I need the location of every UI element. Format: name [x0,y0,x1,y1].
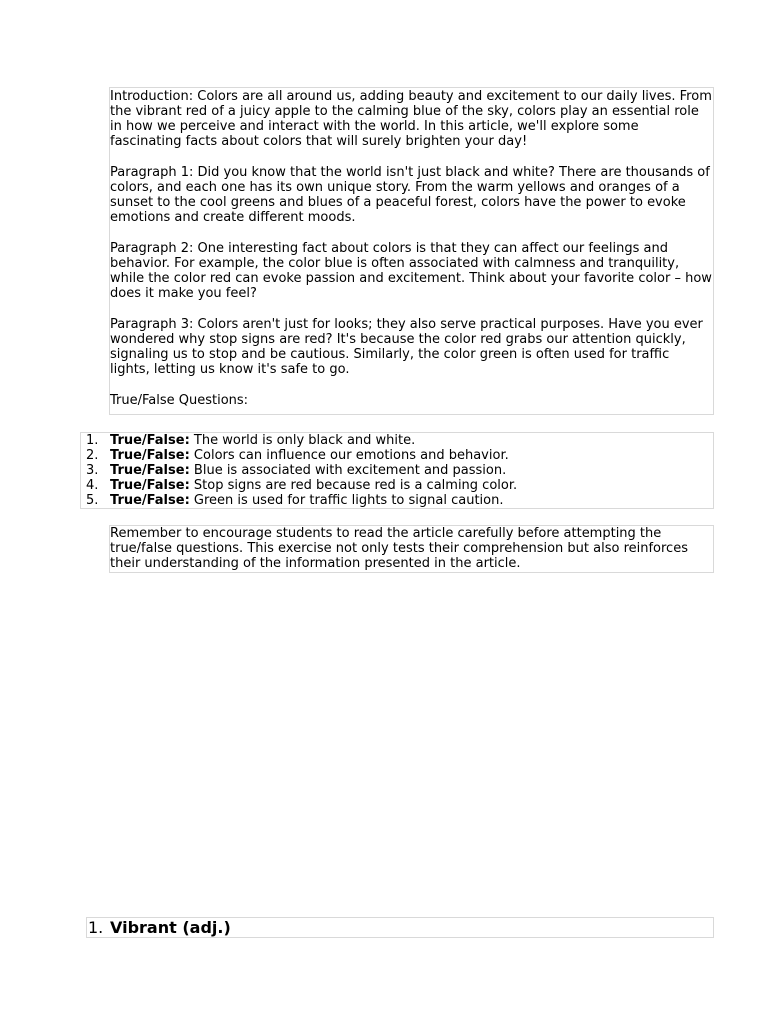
vocabulary-number: 1. [88,918,104,937]
list-item [81,448,713,463]
article-paragraph-3: Paragraph 3: Colors aren't just for looks; they also serve practical purposes. Have you ever wondered why stop signs are red? It's because the color red grabs our attention quickly, signaling us to stop and be cautious. Similarly, the color green is often used for traffic lights, letting us know it's safe to go. [110,317,703,377]
list-item [81,433,713,448]
list-item-text: The world is only black and white. [193,433,416,448]
list-item [81,463,713,478]
list-item-label: True/False: [110,493,190,508]
article-paragraph-1: Paragraph 1: Did you know that the world isn't just black and white? There are thousands of colors, and each one has its own unique story. From the warm yellows and oranges of a sunset to the cool greens and blues of a peaceful forest, colors have the power to evoke emotions and create different moods. [110,165,710,225]
article-paragraph-2: Paragraph 2: One interesting fact about colors is that they can affect our feelings and behavior. For example, the color blue is often associated with calmness and tranquility, while the color red can evoke passion and excitement. Think about your favorite color – how does it make you feel? [110,241,712,301]
list-item-label: True/False: [110,433,190,448]
teacher-note: Remember to encourage students to read the article carefully before attempting the true/false questions. This exercise not only tests their comprehension but also reinforces their understanding of the information presented in the article. [109,525,714,573]
vocabulary-item [86,917,714,938]
list-item [81,478,713,493]
list-item-label: True/False: [110,448,190,463]
article-intro: Introduction: Colors are all around us, adding beauty and excitement to our daily lives. From the vibrant red of a juicy apple to the calming blue of the sky, colors play an essential role in how we perceive and interact with the world. In this article, we'll explore some fascinating facts about colors that will surely brighten your day! [110,89,712,149]
list-item-number: 2. [86,448,99,463]
list-item-text: Stop signs are red because red is a calming color. [193,478,518,493]
list-item-label: True/False: [110,478,190,493]
true-false-list-section [80,432,714,509]
list-item [81,493,713,508]
list-item-number: 5. [86,493,99,508]
list-item-label: True/False: [110,463,190,478]
list-item-text: Colors can influence our emotions and behavior. [193,448,509,463]
list-item-text: Green is used for traffic lights to signal caution. [193,493,504,508]
true-false-list [81,433,713,508]
list-item-number: 1. [86,433,99,448]
list-item-number: 4. [86,478,99,493]
questions-heading: True/False Questions: [110,393,249,408]
article-section [109,87,714,415]
list-item-text: Blue is associated with excitement and passion. [193,463,507,478]
vocabulary-term: Vibrant (adj.) [110,918,231,937]
list-item-number: 3. [86,463,99,478]
